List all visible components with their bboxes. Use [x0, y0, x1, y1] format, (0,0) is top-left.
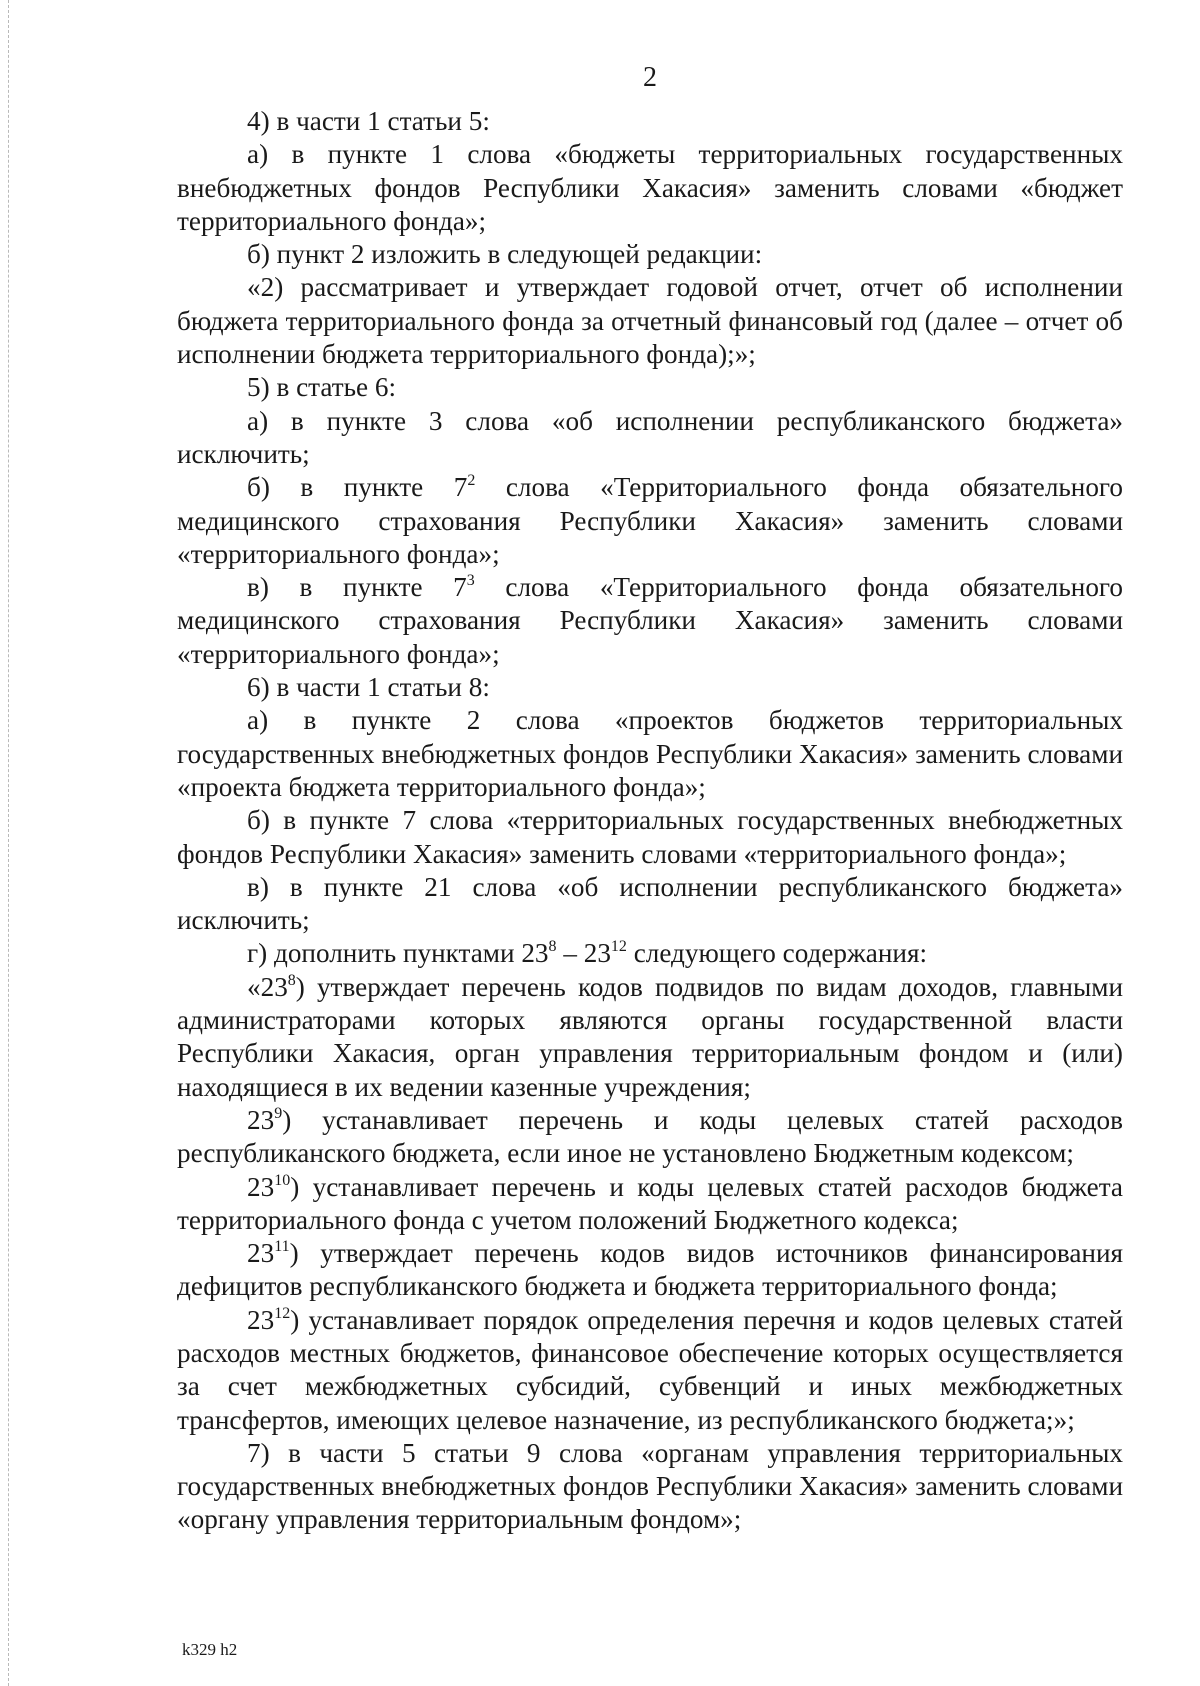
paragraph: 4) в части 1 статьи 5: — [247, 106, 490, 136]
paragraph-text: 23 — [247, 1171, 275, 1202]
paragraph: б) в пункте 7 слова «территориальных государственных внебюджетных фондов Республики Хакасия» заменить словами «территориального фонда»; — [177, 805, 1123, 869]
superscript: 12 — [610, 938, 627, 956]
paragraph: «2) рассматривает и утверждает годовой отчет, отчет об исполнении бюджета территориального фонда за отчетный финансовый год (далее – отчет об исполнении бюджета территориального фонда);»; — [177, 272, 1123, 370]
paragraph-text: слова «Территориального фонда обязательного медицинского страхования Республики Хакасия» заменить словами «территориального фонда»; — [177, 572, 1123, 669]
paragraph: а) в пункте 3 слова «об исполнении республиканского бюджета» исключить; — [177, 405, 1123, 469]
paragraph — [177, 1304, 1123, 1437]
paragraph-text: следующего содержания: — [626, 938, 928, 969]
paragraph — [177, 971, 1123, 1104]
paragraph-text: ) устанавливает перечень и коды целевых статей расходов бюджета территориального фонда с учетом положений Бюджетного кодекса; — [177, 1171, 1123, 1235]
paragraph-text: ) утверждает перечень кодов подвидов по видам доходов, главными администраторами которых являются органы государственной власти Республики Хакасия, орган управления территориальным фондом и (или) находящиеся в их ведении казенные учреждения; — [177, 971, 1123, 1102]
superscript: 10 — [274, 1171, 291, 1189]
paragraph: 7) в части 5 статьи 9 слова «органам управления территориальных государственных внебюджетных фондов Республики Хакасия» заменить словами «органу управления территориальным фондом»; — [177, 1437, 1123, 1535]
paragraph-text: г) дополнить пунктами 23 — [247, 938, 549, 969]
paragraph — [177, 1104, 1123, 1171]
paragraph: 6) в части 1 статьи 8: — [247, 672, 490, 703]
paragraph-text: ) устанавливает порядок определения перечня и кодов целевых статей расходов местных бюджетов, финансовое обеспечение которых осуществляется за счет межбюджетных субсидий, субвенций и иных межбюджетных трансфертов, имеющих целевое назначение, из республиканского бюджета;»; — [177, 1304, 1123, 1435]
paragraph — [177, 1171, 1123, 1238]
superscript: 2 — [467, 472, 476, 490]
paragraph-text: 23 — [247, 1238, 275, 1269]
paragraph — [177, 571, 1123, 671]
paragraph — [177, 471, 1123, 571]
superscript: 9 — [274, 1104, 283, 1122]
footer-code: k329 h2 — [182, 1640, 238, 1659]
paragraph: а) в пункте 1 слова «бюджеты территориальных государственных внебюджетных фондов Республики Хакасия» заменить словами «бюджет территориального фонда»; — [177, 139, 1123, 236]
paragraph-text: ) утверждает перечень кодов видов источников финансирования дефицитов республиканского бюджета и бюджета территориального фонда; — [177, 1238, 1123, 1302]
superscript: 8 — [548, 938, 557, 956]
superscript: 12 — [274, 1304, 291, 1322]
paragraph-text: б) в пункте 7 — [247, 472, 468, 503]
superscript: 8 — [287, 971, 296, 989]
paragraph-text: ) устанавливает перечень и коды целевых статей расходов республиканского бюджета, если иное не установлено Бюджетным кодексом; — [177, 1104, 1123, 1169]
scan-edge-line — [8, 0, 9, 1686]
paragraph-text: 23 — [247, 1104, 275, 1135]
paragraph — [177, 1237, 1123, 1304]
paragraph: в) в пункте 21 слова «об исполнении республиканского бюджета» исключить; — [177, 871, 1123, 936]
superscript: 3 — [466, 572, 475, 590]
paragraph-text: – 23 — [556, 938, 611, 969]
paragraph — [177, 937, 1123, 970]
page-number: 2 — [643, 62, 657, 93]
paragraph-text: слова «Территориального фонда обязательного медицинского страхования Республики Хакасия» заменить словами «территориального фонда»; — [177, 472, 1123, 569]
paragraph-text: в) в пункте 7 — [247, 572, 467, 603]
paragraph-text: 23 — [247, 1304, 275, 1335]
superscript: 11 — [274, 1238, 290, 1256]
document-body — [177, 105, 1123, 1537]
paragraph: б) пункт 2 изложить в следующей редакции: — [247, 239, 763, 270]
paragraph-text: «23 — [247, 971, 288, 1002]
paragraph: 5) в статье 6: — [247, 372, 397, 403]
paragraph: а) в пункте 2 слова «проектов бюджетов территориальных государственных внебюджетных фондов Республики Хакасия» заменить словами «проекта бюджета территориального фонда»; — [177, 705, 1123, 802]
